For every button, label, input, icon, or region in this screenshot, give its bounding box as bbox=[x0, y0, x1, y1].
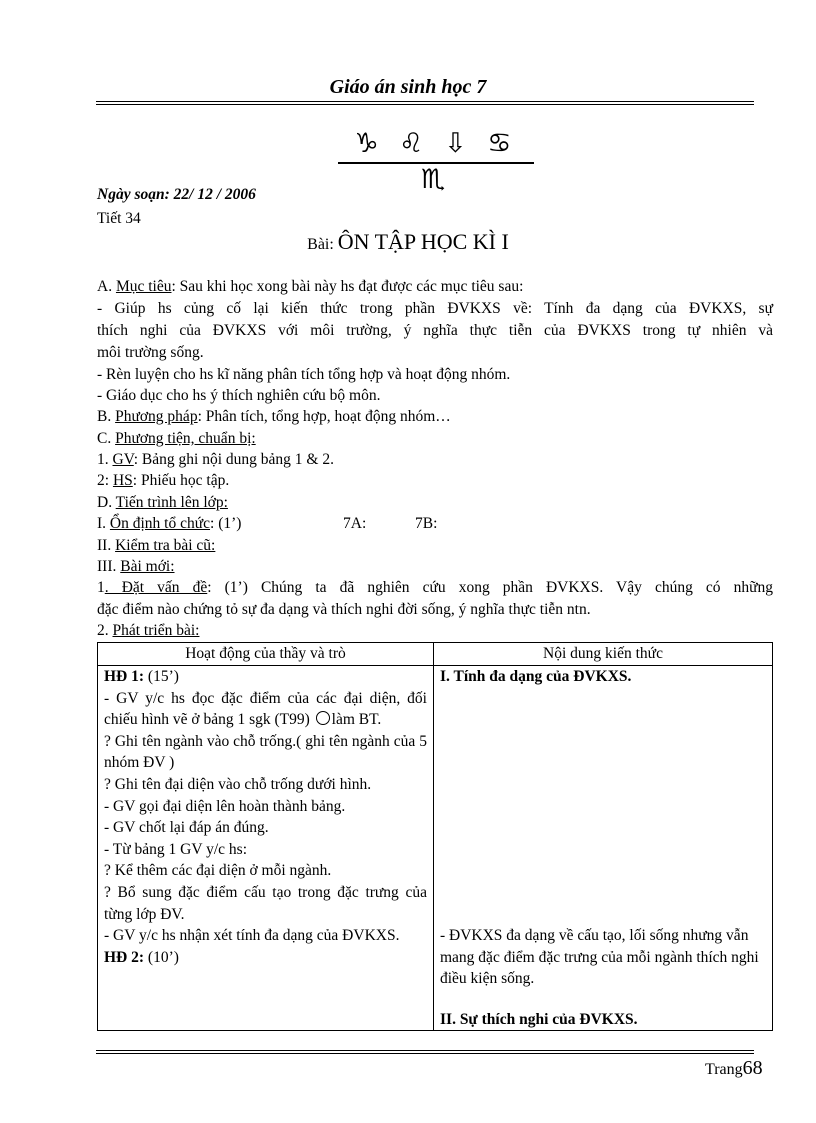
footer-rule bbox=[96, 1050, 754, 1054]
section-d-heading: Tiến trình lên lớp: bbox=[115, 494, 228, 511]
table-header-activity: Hoạt động của thầy và trò bbox=[98, 643, 434, 666]
activity-text: - GV y/c hs đọc đặc điểm của các đại diện, đối chiếu hình vẽ ở bảng 1 sgk (T99) bbox=[104, 689, 427, 729]
activity-item: ? Kể thêm các đại diện ở mỗi ngành. bbox=[104, 862, 332, 880]
section-i-text: : (1’) bbox=[210, 515, 242, 532]
section-iii-prefix: III. bbox=[97, 558, 121, 575]
step1-line2: đặc điểm nào chứng tỏ sự đa dạng và thích nghi đời sống, ý nghĩa thực tiễn ntn. bbox=[97, 601, 591, 618]
header-title: Giáo án sinh học 7 bbox=[329, 76, 487, 98]
lesson-table bbox=[97, 642, 773, 1031]
hd1-heading bbox=[104, 666, 427, 688]
section-ii-heading: Kiểm tra bài cũ: bbox=[115, 537, 216, 554]
page-number: 68 bbox=[742, 1057, 763, 1079]
section-d-prefix: D. bbox=[97, 494, 116, 511]
section-iii bbox=[97, 558, 175, 576]
goal1-line1: - Giúp hs củng cố lại kiến thức trong phần ĐVKXS về: Tính đa dạng của ĐVKXS, sự bbox=[97, 300, 773, 317]
section-i bbox=[97, 515, 241, 533]
section-c2-heading: HS bbox=[112, 472, 133, 489]
goal2: - Rèn luyện cho hs kĩ năng phân tích tổng hợp và hoạt động nhóm. bbox=[97, 366, 511, 383]
activity-item: ? Ghi tên ngành vào chỗ trống.( ghi tên ngành của 5 nhóm ĐV ) bbox=[104, 732, 427, 772]
hd1-time: (15’) bbox=[144, 668, 179, 685]
goal1-line3: môi trường sống. bbox=[97, 344, 204, 361]
activity-item: - GV chốt lại đáp án đúng. bbox=[104, 819, 269, 837]
table-row bbox=[98, 666, 773, 1031]
hd2-time: (10’) bbox=[144, 948, 179, 966]
section-a-prefix: A. bbox=[97, 278, 116, 295]
hd2-heading bbox=[104, 947, 427, 969]
step2-prefix: 2. bbox=[97, 622, 113, 639]
section-i-prefix: I. bbox=[97, 515, 110, 532]
section-b bbox=[97, 408, 451, 426]
activity-item: - GV y/c hs nhận xét tính đa dạng của ĐVKXS. bbox=[104, 927, 400, 945]
section-c bbox=[97, 430, 256, 448]
hd1-label: HĐ 1: bbox=[104, 668, 145, 685]
section-b-prefix: B. bbox=[97, 408, 116, 425]
lesson-title-line bbox=[0, 229, 816, 255]
table-header-content: Nội dung kiến thức bbox=[434, 643, 773, 666]
section-c2-text: : Phiếu học tập. bbox=[132, 472, 230, 489]
section-d bbox=[97, 494, 228, 512]
section-c2-prefix: 2: bbox=[97, 472, 113, 489]
section-b-text: : Phân tích, tổng hợp, hoạt động nhóm… bbox=[197, 408, 451, 425]
section-b-heading: Phương pháp bbox=[115, 408, 198, 425]
step1-text: : (1’) Chúng ta đã nghiên cứu xong phần ĐVKXS. Vậy chúng có những bbox=[207, 579, 774, 596]
lesson-title: ÔN TẬP HỌC KÌ I bbox=[337, 229, 509, 254]
section-c1 bbox=[97, 451, 334, 469]
step1-heading: . Đặt vấn đề bbox=[104, 579, 208, 596]
circle-icon bbox=[316, 711, 330, 725]
section-iii-heading: Bài mới: bbox=[120, 558, 175, 575]
lesson-label: Bài: bbox=[307, 236, 334, 253]
section-c-prefix: C. bbox=[97, 430, 116, 447]
step1-prefix: 1 bbox=[97, 579, 105, 596]
goal1-line2: thích nghi của ĐVKXS với môi trường, ý nghĩa thực tiễn của ĐVKXS trong tự nhiên và bbox=[97, 322, 773, 339]
activity-item: ? Bổ sung đặc điểm cấu tạo trong đặc trưng của từng lớp ĐV. bbox=[104, 883, 427, 923]
activity-item bbox=[104, 688, 427, 731]
section-c2 bbox=[97, 472, 229, 490]
section-ii bbox=[97, 537, 215, 555]
content-section-1: I. Tính đa dạng của ĐVKXS. bbox=[440, 668, 632, 685]
zodiac-symbols: ♑ ♌ ⇩ ♋ ♏ bbox=[338, 126, 534, 164]
section-i-heading: Ổn định tổ chức bbox=[109, 515, 211, 532]
class-7a: 7A: bbox=[343, 515, 367, 532]
content-cell bbox=[434, 666, 773, 1031]
section-ii-prefix: II. bbox=[97, 537, 116, 554]
activity-cell bbox=[98, 666, 434, 1031]
activity-item: - GV gọi đại diện lên hoàn thành bảng. bbox=[104, 797, 346, 815]
activity-item: - Từ bảng 1 GV y/c hs: bbox=[104, 840, 248, 858]
content-note-1: - ĐVKXS đa dạng về cấu tạo, lối sống nhưng vẫn mang đặc điểm đặc trưng của mỗi ngành thích nghi điều kiện sống. bbox=[440, 927, 759, 988]
section-a-heading: Mục tiêu bbox=[115, 278, 172, 295]
section-a bbox=[97, 278, 523, 296]
header-rule bbox=[96, 101, 754, 105]
date-line: Ngày soạn: 22/ 12 / 2006 bbox=[97, 186, 256, 203]
section-c1-prefix: 1. bbox=[97, 451, 113, 468]
section-c1-text: : Bảng ghi nội dung bảng 1 & 2. bbox=[133, 451, 334, 468]
section-c1-heading: GV bbox=[112, 451, 134, 468]
content-section-2: II. Sự thích nghi của ĐVKXS. bbox=[440, 1011, 638, 1028]
goal3: - Giáo dục cho hs ý thích nghiên cứu bộ môn. bbox=[97, 387, 381, 404]
step2-heading: Phát triển bài: bbox=[112, 622, 200, 639]
activity-item: ? Ghi tên đại diện vào chỗ trống dưới hình. bbox=[104, 775, 372, 793]
section-c-heading: Phương tiện, chuẩn bị: bbox=[115, 430, 256, 447]
step1-line1 bbox=[97, 579, 773, 597]
table-header-row bbox=[98, 643, 773, 666]
hd2-label: HĐ 2: bbox=[104, 948, 145, 966]
activity-text: làm BT. bbox=[331, 711, 382, 729]
page-footer bbox=[705, 1057, 763, 1080]
class-7b: 7B: bbox=[415, 515, 438, 532]
section-a-text: : Sau khi học xong bài này hs đạt được các mục tiêu sau: bbox=[171, 278, 524, 295]
step2 bbox=[97, 622, 199, 640]
page-label: Trang bbox=[705, 1061, 743, 1078]
period-line: Tiết 34 bbox=[97, 210, 141, 227]
